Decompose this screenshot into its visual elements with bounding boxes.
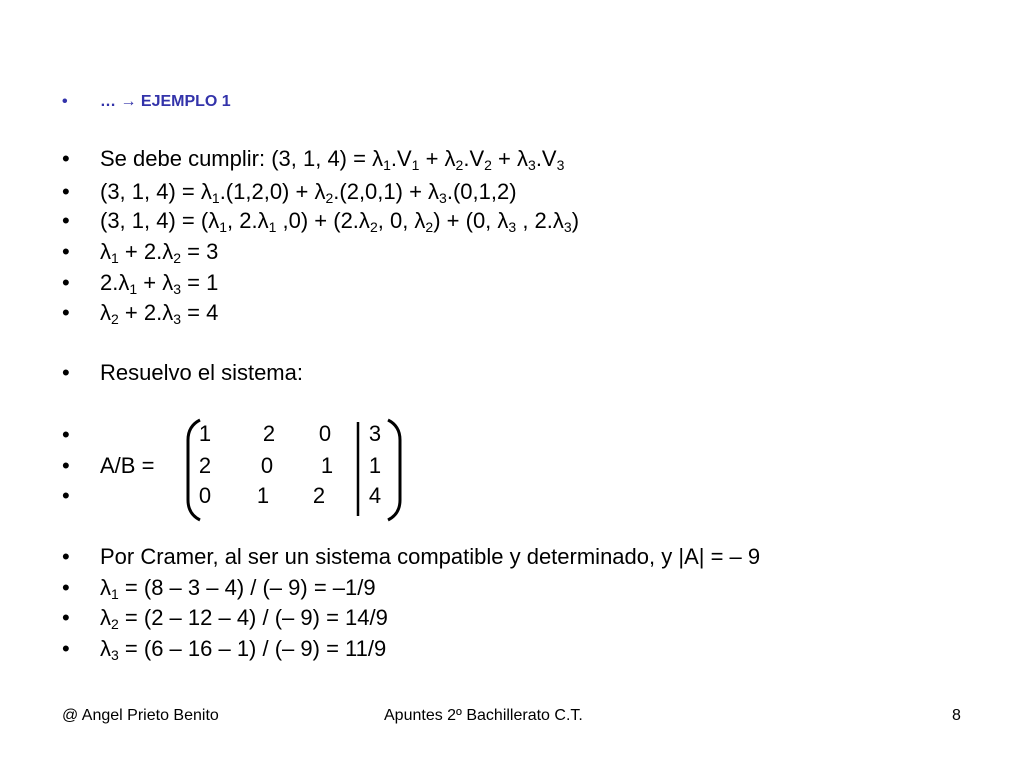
subscript: 2 bbox=[455, 157, 464, 173]
subscript: 1 bbox=[111, 250, 119, 266]
text-segment: λ bbox=[100, 575, 111, 600]
text-segment: = (2 – 12 – 4) / (– 9) = 14/9 bbox=[118, 605, 388, 630]
matrix-cell: 0 bbox=[198, 483, 212, 508]
bullet: • bbox=[62, 422, 70, 447]
subscript: 3 bbox=[111, 647, 119, 663]
matrix-cell: 1 bbox=[198, 421, 212, 446]
text-segment: .V bbox=[390, 146, 412, 171]
matrix-label: A/B = bbox=[100, 453, 155, 478]
text-segment: .(2,0,1) + λ bbox=[333, 179, 440, 204]
text-segment: .V bbox=[463, 146, 485, 171]
text-segment: = (6 – 16 – 1) / (– 9) = 11/9 bbox=[118, 636, 387, 661]
bullet: • bbox=[62, 544, 70, 569]
equation-text bbox=[100, 574, 376, 602]
bullet: • bbox=[62, 605, 70, 630]
subscript: 2 bbox=[111, 616, 119, 632]
matrix-cell: 3 bbox=[368, 421, 382, 446]
subscript: 3 bbox=[556, 157, 565, 173]
text-segment: .V bbox=[535, 146, 557, 171]
text-segment: ) bbox=[571, 208, 580, 233]
bullet: • bbox=[62, 270, 70, 295]
text-segment: (3, 1, 4) = (λ bbox=[100, 208, 220, 233]
text-segment: + λ bbox=[419, 146, 456, 171]
bullet: • bbox=[62, 300, 70, 325]
cramer-text: Por Cramer, al ser un sistema compatible y determinado, y |A| = – 9 bbox=[100, 544, 761, 569]
subscript: 2 bbox=[111, 311, 119, 327]
bullet: • bbox=[62, 239, 70, 264]
subscript: 2 bbox=[425, 219, 434, 235]
text-segment: ) + (0, λ bbox=[433, 208, 509, 233]
subscript: 3 bbox=[173, 311, 182, 327]
text-segment: .(0,1,2) bbox=[446, 179, 517, 204]
bullet: • bbox=[62, 453, 70, 478]
text-segment: λ bbox=[100, 300, 111, 325]
text-segment: + λ bbox=[137, 270, 174, 295]
text-segment: + 2.λ bbox=[118, 300, 174, 325]
bullet: • bbox=[62, 483, 70, 508]
footer-page-number: 8 bbox=[952, 707, 961, 724]
subscript: 1 bbox=[129, 281, 138, 297]
matrix-cell: 2 bbox=[312, 483, 326, 508]
text-segment: + λ bbox=[491, 146, 529, 171]
matrix-cell: 0 bbox=[318, 421, 332, 446]
text-segment: , 2.λ bbox=[227, 208, 269, 233]
matrix-cell: 0 bbox=[260, 453, 274, 478]
subscript: 1 bbox=[219, 219, 228, 235]
matrix-cell: 4 bbox=[368, 483, 382, 508]
bullet: • bbox=[62, 146, 70, 171]
text-segment: = 3 bbox=[181, 239, 219, 264]
subscript: 1 bbox=[383, 157, 391, 173]
text-segment: .(1,2,0) + λ bbox=[219, 179, 326, 204]
subscript: 1 bbox=[211, 190, 220, 206]
text-segment: λ bbox=[100, 605, 111, 630]
text-segment: = 1 bbox=[181, 270, 219, 295]
matrix-cell: 1 bbox=[320, 453, 334, 478]
subscript: 3 bbox=[563, 219, 572, 235]
heading-text: … → EJEMPLO 1 bbox=[100, 93, 231, 110]
equation-text bbox=[100, 178, 517, 206]
matrix-cell: 1 bbox=[368, 453, 382, 478]
equation-text bbox=[100, 238, 218, 266]
subscript: 2 bbox=[484, 157, 492, 173]
subscript: 3 bbox=[508, 219, 517, 235]
subscript: 2 bbox=[369, 219, 378, 235]
equation-text bbox=[100, 635, 386, 663]
subscript: 1 bbox=[268, 219, 277, 235]
equation-text bbox=[100, 299, 218, 327]
resuelvo-text: Resuelvo el sistema: bbox=[100, 360, 303, 385]
subscript: 2 bbox=[173, 250, 182, 266]
footer-author: @ Angel Prieto Benito bbox=[62, 707, 219, 724]
matrix-cell: 2 bbox=[198, 453, 212, 478]
text-segment: λ bbox=[100, 239, 111, 264]
text-segment: Se debe cumplir: (3, 1, 4) = λ bbox=[100, 146, 384, 171]
subscript: 1 bbox=[411, 157, 420, 173]
matrix-cell: 1 bbox=[256, 483, 270, 508]
equation-text bbox=[100, 269, 218, 297]
equation-text bbox=[100, 207, 579, 235]
bullet: • bbox=[62, 636, 70, 661]
bullet: • bbox=[62, 208, 70, 233]
text-segment: + 2.λ bbox=[118, 239, 174, 264]
subscript: 1 bbox=[111, 586, 119, 602]
text-segment: , 0, λ bbox=[377, 208, 426, 233]
text-segment: 2.λ bbox=[100, 270, 130, 295]
subscript: 3 bbox=[439, 190, 447, 206]
bullet: • bbox=[62, 179, 70, 204]
text-segment: = 4 bbox=[181, 300, 219, 325]
text-segment: = (8 – 3 – 4) / (– 9) = –1/9 bbox=[118, 575, 376, 600]
subscript: 3 bbox=[528, 157, 536, 173]
text-segment: ,0) + (2.λ bbox=[276, 208, 370, 233]
bullet: • bbox=[62, 360, 70, 385]
bullet: • bbox=[62, 93, 68, 110]
footer-course: Apuntes 2º Bachillerato C.T. bbox=[384, 707, 583, 724]
equation-text bbox=[100, 604, 388, 632]
subscript: 3 bbox=[173, 281, 182, 297]
matrix-cell: 2 bbox=[262, 421, 276, 446]
equation-text bbox=[100, 145, 564, 173]
text-segment: λ bbox=[100, 636, 111, 661]
augmented-matrix bbox=[186, 416, 402, 524]
text-segment: (3, 1, 4) = λ bbox=[100, 179, 212, 204]
text-segment: , 2.λ bbox=[516, 208, 564, 233]
bullet: • bbox=[62, 575, 70, 600]
subscript: 2 bbox=[325, 190, 334, 206]
